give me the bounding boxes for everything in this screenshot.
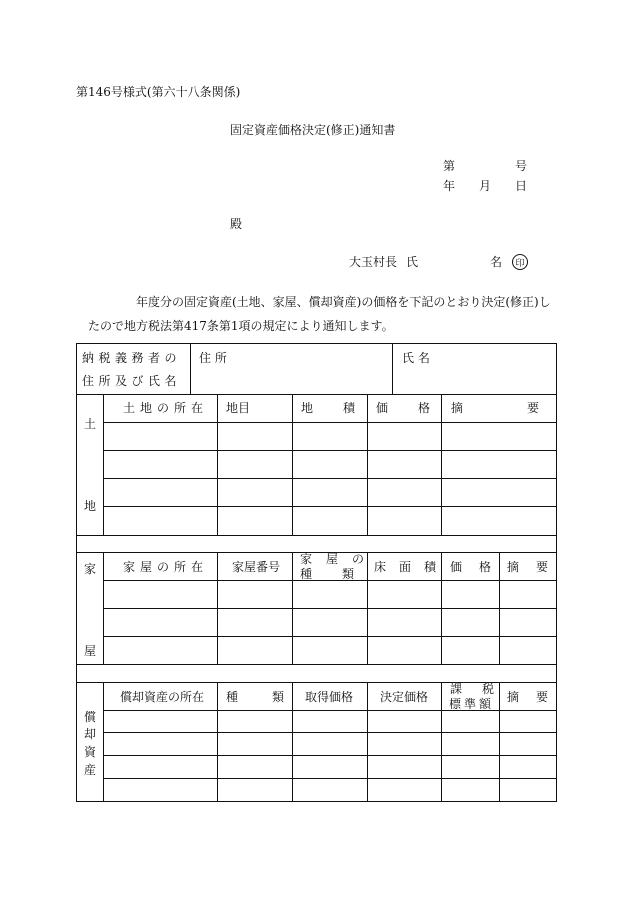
date-month: 月	[479, 179, 492, 193]
land-side-top: 土	[84, 417, 97, 431]
dep-col-line	[217, 682, 218, 802]
issuer-shi: 氏	[406, 255, 419, 269]
house-col-line	[292, 552, 293, 664]
taxpayer-label-line1: 納税義務者の	[82, 351, 182, 365]
house-row-line	[103, 608, 557, 609]
dep-row-line	[103, 732, 557, 733]
address-label: 住 所	[199, 351, 227, 365]
date-year: 年	[443, 179, 456, 193]
house-side-line	[103, 552, 104, 664]
land-bottom-line	[76, 535, 557, 536]
house-header-price: 価格	[450, 560, 509, 574]
land-col-line	[367, 394, 368, 535]
land-row-line	[103, 450, 557, 451]
house-col-line	[217, 552, 218, 664]
issuer-mei: 名	[490, 255, 503, 269]
form-number: 第146号様式(第六十八条関係)	[76, 85, 241, 99]
taxpayer-col-line	[392, 343, 393, 394]
land-row-line	[103, 478, 557, 479]
dep-header-remarks: 摘要	[507, 690, 566, 704]
house-header-remarks: 摘要	[507, 560, 566, 574]
house-header-number: 家屋番号	[232, 560, 281, 574]
body-text-line1: 年度分の固定資産(土地、家屋、償却資産)の価格を下記のとおり決定(修正)し	[136, 295, 551, 309]
seal-mark: 印	[512, 254, 528, 270]
land-header-price: 価格	[376, 401, 461, 415]
dep-side-3: 資	[84, 745, 97, 759]
house-side-bottom: 屋	[84, 644, 97, 658]
land-header-location: 土地の所在	[123, 401, 209, 415]
land-side-line	[103, 394, 104, 535]
taxpayer-label-line2: 住所及び氏名	[82, 374, 182, 388]
land-col-line	[441, 394, 442, 535]
land-header-category: 地目	[226, 401, 251, 415]
doc-number-go: 号	[515, 159, 528, 173]
divider-taxpayer	[76, 394, 557, 395]
land-header-line	[103, 422, 557, 423]
recipient-suffix: 殿	[230, 217, 243, 231]
taxpayer-col-line	[190, 343, 191, 394]
dep-row-line	[103, 778, 557, 779]
house-header-kind-top: 家屋の	[300, 552, 379, 566]
dep-header-decided-price: 決定価格	[380, 690, 429, 704]
dep-side-1: 償	[84, 710, 97, 724]
document-title: 固定資産価格決定(修正)通知書	[230, 123, 396, 137]
house-header-location: 家屋の所在	[123, 560, 209, 574]
issuer-name: 大玉村長	[349, 255, 398, 269]
dep-col-line	[499, 682, 500, 802]
dep-side-2: 却	[84, 727, 97, 741]
date-day: 日	[515, 179, 528, 193]
house-bottom-line	[76, 664, 557, 665]
dep-header-tax-std-top: 課税	[450, 682, 515, 696]
house-row-line	[103, 636, 557, 637]
name-label: 氏 名	[402, 351, 430, 365]
land-header-area: 地積	[301, 401, 386, 415]
house-header-kind-bottom: 種類	[300, 567, 385, 581]
house-side-top: 家	[84, 562, 97, 576]
land-col-line	[217, 394, 218, 535]
dep-header-kind: 種類	[226, 690, 319, 704]
dep-header-location: 償却資産の所在	[120, 690, 205, 704]
dep-header-acq-price: 取得価格	[305, 690, 354, 704]
dep-col-line	[367, 682, 368, 802]
dep-row-line	[103, 755, 557, 756]
land-row-line	[103, 506, 557, 507]
land-side-bottom: 地	[84, 499, 97, 513]
dep-side-line	[103, 682, 104, 802]
house-header-floor-area: 床面積	[374, 560, 450, 574]
dep-header-tax-std-bottom: 標準額	[449, 697, 495, 711]
dep-col-line	[441, 682, 442, 802]
doc-number-dai: 第	[443, 159, 456, 173]
dep-side-4: 産	[84, 763, 97, 777]
body-text-line2: たので地方税法第417条第1項の規定により通知します。	[88, 319, 394, 333]
land-col-line	[292, 394, 293, 535]
land-header-remarks: 摘要	[451, 401, 604, 415]
